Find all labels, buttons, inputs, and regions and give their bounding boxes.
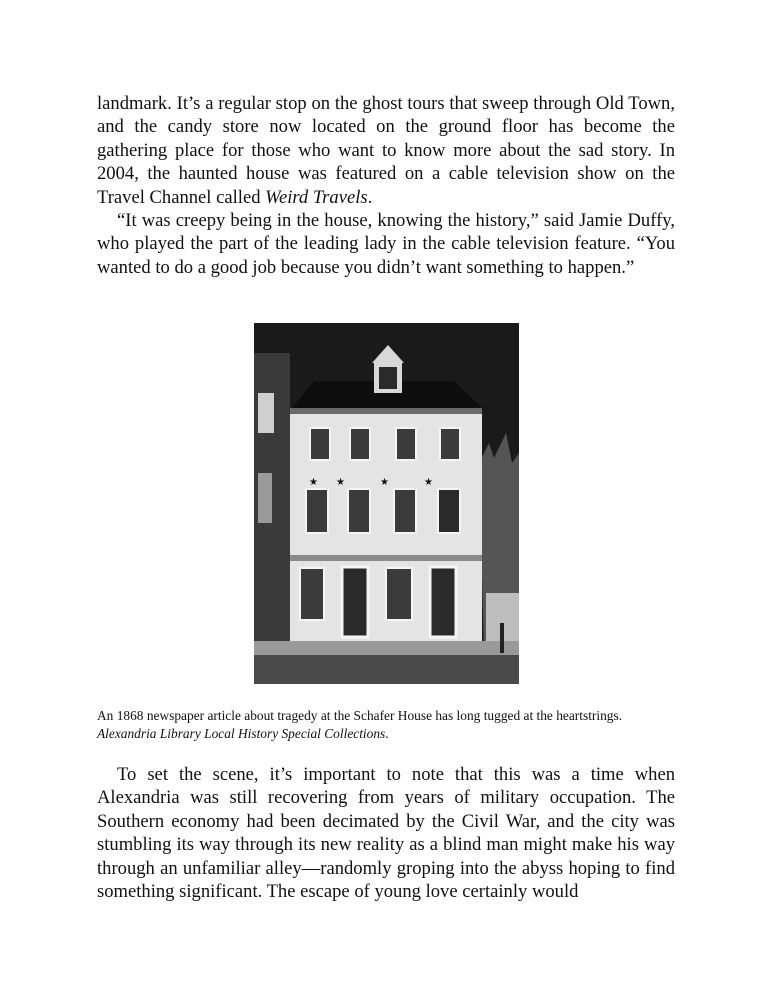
paragraph-1 xyxy=(97,92,675,209)
photo-caption xyxy=(97,707,697,742)
body-text-top xyxy=(97,92,675,279)
caption-credit-end: . xyxy=(385,725,389,741)
paragraph-1-end: . xyxy=(367,186,373,208)
paragraph-3: To set the scene, it’s important to note that this was a time when Alexandria was still recovering from years of military occupation. The Southern economy had been decimated by the Civil War, and the city was stumbling its way through its new reality as a blind man might make his way through an unfamiliar alley—randomly groping into the abyss hoping to find something significant. The escape of young love certainly would xyxy=(97,764,675,903)
svg-text:★: ★ xyxy=(380,477,389,488)
paragraph-2: “It was creepy being in the house, knowing the history,” said Jamie Duffy, who played the part of the leading lady in the cable television feature. “You wanted to do a good job because you didn’t want something to happen.” xyxy=(97,210,675,278)
show-title: Weird Travels xyxy=(265,186,368,208)
caption-credit-line xyxy=(97,725,697,743)
schafer-house-photo xyxy=(254,323,519,684)
paragraph-1-text: landmark. It’s a regular stop on the ghost tours that sweep through Old Town, and the candy store now located on the ground floor has become the gathering place for those who want to know more about the sad story. In 2004, the haunted house was featured on a cable television show on the Travel Channel called xyxy=(97,93,675,208)
svg-text:★: ★ xyxy=(336,477,345,488)
svg-text:★: ★ xyxy=(424,477,433,488)
body-text-bottom xyxy=(97,763,675,903)
caption-text: An 1868 newspaper article about tragedy at the Schafer House has long tugged at the heartstrings. xyxy=(97,708,623,723)
caption-credit: Alexandria Library Local History Special Collections xyxy=(97,725,386,741)
svg-text:★: ★ xyxy=(309,477,318,488)
